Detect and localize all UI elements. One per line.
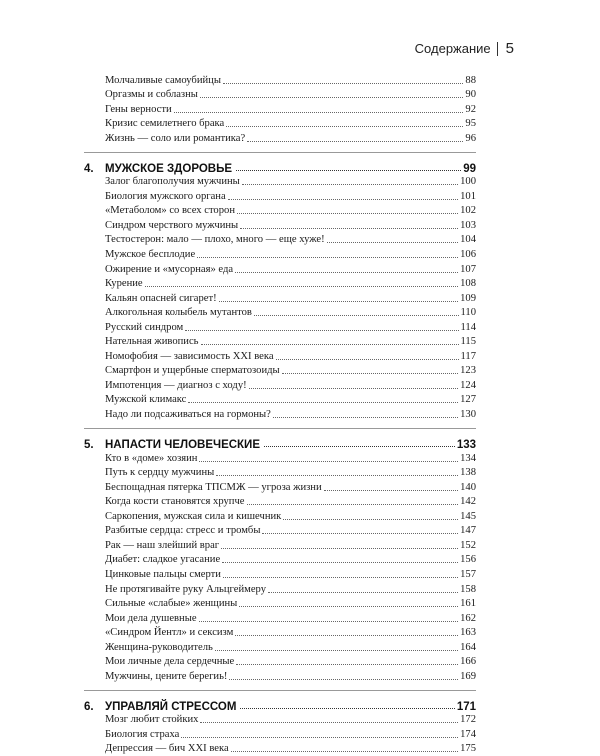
- toc-entry-title: Молчаливые самоубийцы: [105, 74, 221, 86]
- toc-entry: [105, 640, 476, 655]
- toc-entry: [105, 509, 476, 524]
- toc-entry: [105, 407, 476, 422]
- toc-entry-page: 124: [460, 379, 476, 391]
- chapter-heading: [84, 697, 476, 713]
- toc-entry: [105, 291, 476, 306]
- toc-entry-page: 156: [460, 554, 476, 566]
- toc-entry-title: Саркопения, мужская сила и кишечник: [105, 510, 282, 522]
- toc-entry: [105, 553, 476, 568]
- dot-leader: [228, 198, 458, 200]
- dot-leader: [145, 285, 459, 287]
- dot-leader: [247, 140, 463, 142]
- toc-entry-title: Мужское бесплодие: [105, 249, 196, 261]
- dot-leader: [221, 547, 458, 549]
- chapter-page: 99: [463, 162, 476, 175]
- dot-leader: [201, 343, 459, 345]
- table-of-contents: [84, 73, 476, 756]
- toc-entry-page: 161: [460, 598, 476, 610]
- toc-entry-page: 123: [460, 365, 476, 377]
- toc-entry: [105, 655, 476, 670]
- toc-entry: [105, 480, 476, 495]
- running-head-separator: [497, 42, 498, 56]
- toc-entry-title: Диабет: сладкое угасание: [105, 554, 221, 566]
- toc-entry-page: 90: [465, 89, 476, 101]
- toc-entry-page: 114: [460, 321, 476, 333]
- toc-entry-title: Залог благополучия мужчины: [105, 176, 240, 188]
- toc-entry-title: Женщина-руководитель: [105, 641, 213, 653]
- dot-leader: [219, 300, 458, 302]
- dot-leader: [222, 561, 458, 563]
- toc-entry-page: 95: [465, 118, 476, 130]
- toc-entry-page: 127: [460, 394, 476, 406]
- toc-entry-title: Рак — наш злейший враг: [105, 539, 220, 551]
- dot-leader: [240, 227, 458, 229]
- toc-entry: [105, 378, 476, 393]
- toc-entry-page: 100: [460, 176, 476, 188]
- toc-entry: [105, 567, 476, 582]
- dot-leader: [223, 82, 463, 84]
- dot-leader: [226, 125, 463, 127]
- dot-leader: [239, 605, 458, 607]
- toc-entry: [105, 73, 476, 88]
- toc-entry-page: 147: [460, 525, 476, 537]
- dot-leader: [229, 678, 458, 680]
- toc-entry-title: Кальян опасней сигарет!: [105, 292, 217, 304]
- toc-entry: [105, 713, 476, 728]
- toc-entry-page: 169: [460, 670, 476, 682]
- toc-entry-page: 117: [460, 350, 476, 362]
- dot-leader: [283, 518, 458, 520]
- toc-entry-title: Не протягивайте руку Альцгеймеру: [105, 583, 266, 595]
- toc-entry-page: 108: [460, 278, 476, 290]
- toc-entry-title: Депрессия — бич XXI века: [105, 743, 229, 755]
- running-head-page-number: 5: [505, 40, 514, 57]
- dot-leader: [236, 169, 461, 171]
- dot-leader: [185, 329, 458, 331]
- toc-entry: [105, 218, 476, 233]
- section-divider: [84, 690, 476, 691]
- chapter-heading: [84, 435, 476, 451]
- toc-entry-page: 130: [460, 409, 476, 421]
- toc-entry: [105, 277, 476, 292]
- toc-entry: [105, 204, 476, 219]
- chapter-number: 6.: [84, 700, 94, 713]
- toc-entry-page: 92: [465, 103, 476, 115]
- toc-entry-title: «Синдром Йентл» и сексизм: [105, 627, 234, 639]
- dot-leader: [200, 96, 464, 98]
- dot-leader: [236, 663, 458, 665]
- toc-entry-title: Беспощадная пятерка ТПСМЖ — угроза жизни: [105, 481, 322, 493]
- toc-entry-page: 107: [460, 263, 476, 275]
- dot-leader: [235, 634, 458, 636]
- toc-entry-title: Оргазмы и соблазны: [105, 89, 198, 101]
- dot-leader: [181, 736, 458, 738]
- toc-entry-page: 162: [460, 612, 476, 624]
- toc-entry-page: 109: [460, 292, 476, 304]
- section-divider: [84, 428, 476, 429]
- running-head: [415, 40, 514, 57]
- toc-entry-title: «Метаболом» со всех сторон: [105, 205, 235, 217]
- toc-entry-page: 88: [465, 74, 476, 86]
- toc-entry-title: Разбитые сердца: стресс и тромбы: [105, 525, 261, 537]
- toc-entry: [105, 189, 476, 204]
- dot-leader: [249, 387, 458, 389]
- dot-leader: [188, 401, 458, 403]
- toc-entry: [105, 247, 476, 262]
- dot-leader: [197, 256, 458, 258]
- dot-leader: [264, 445, 455, 447]
- toc-entry-title: Гены верности: [105, 103, 172, 115]
- toc-entry-title: Когда кости становятся хрупче: [105, 496, 245, 508]
- toc-entry-page: 115: [460, 336, 476, 348]
- dot-leader: [199, 620, 459, 622]
- toc-entry: [105, 117, 476, 132]
- running-head-title: Содержание: [414, 41, 491, 56]
- toc-entry-title: Нательная живопись: [105, 336, 199, 348]
- toc-entry-title: Номофобия — зависимость XXI века: [105, 350, 274, 362]
- toc-entry-page: 102: [460, 205, 476, 217]
- toc-entry-title: Импотенция — диагноз с ходу!: [105, 379, 247, 391]
- toc-entry: [105, 175, 476, 190]
- toc-entry-title: Тестостерон: мало — плохо, много — еще хуже!: [105, 234, 325, 246]
- toc-entry: [105, 742, 476, 756]
- toc-entry: [105, 626, 476, 641]
- toc-entry: [105, 597, 476, 612]
- toc-entry: [105, 364, 476, 379]
- toc-entry: [105, 451, 476, 466]
- toc-entry-title: Жизнь — соло или романтика?: [105, 132, 246, 144]
- toc-entry-page: 138: [460, 467, 476, 479]
- toc-entry-title: Синдром черствого мужчины: [105, 219, 239, 231]
- toc-entry: [105, 88, 476, 103]
- toc-entry: [105, 727, 476, 742]
- toc-entry-page: 134: [460, 452, 476, 464]
- toc-entry: [105, 393, 476, 408]
- toc-entry-title: Ожирение и «мусорная» еда: [105, 263, 234, 275]
- toc-entry-page: 145: [460, 510, 476, 522]
- chapter-number: 4.: [84, 162, 94, 175]
- toc-entry-page: 166: [460, 656, 476, 668]
- toc-entry-title: Мои дела душевные: [105, 612, 197, 624]
- toc-entry-title: Мужской климакс: [105, 394, 187, 406]
- dot-leader: [282, 372, 458, 374]
- dot-leader: [200, 721, 458, 723]
- dot-leader: [215, 649, 458, 651]
- chapter-title: МУЖСКОЕ ЗДОРОВЬЕ: [105, 162, 233, 175]
- chapter-heading: [84, 159, 476, 175]
- dot-leader: [268, 591, 458, 593]
- toc-entry: [105, 466, 476, 481]
- toc-entry: [105, 233, 476, 248]
- toc-entry-title: Мозг любит стойких: [105, 714, 199, 726]
- dot-leader: [199, 460, 458, 462]
- toc-entry-page: 174: [460, 728, 476, 740]
- toc-entry: [105, 495, 476, 510]
- dot-leader: [174, 111, 464, 113]
- toc-entry-page: 103: [460, 219, 476, 231]
- section-divider: [84, 152, 476, 153]
- toc-entry: [105, 669, 476, 684]
- toc-entry-page: 175: [460, 743, 476, 755]
- toc-entry: [105, 306, 476, 321]
- toc-entry-title: Мои личные дела сердечные: [105, 656, 235, 668]
- toc-entry-page: 152: [460, 539, 476, 551]
- dot-leader: [223, 576, 458, 578]
- toc-entry: [105, 320, 476, 335]
- toc-entry-page: 163: [460, 627, 476, 639]
- chapter-page: 171: [456, 700, 476, 713]
- toc-entry-title: Кто в «доме» хозяин: [105, 452, 198, 464]
- toc-entry-page: 96: [465, 132, 476, 144]
- dot-leader: [276, 358, 459, 360]
- toc-entry-page: 157: [460, 568, 476, 580]
- toc-entry-title: Курение: [105, 278, 143, 290]
- toc-entry: [105, 102, 476, 117]
- toc-entry-page: 164: [460, 641, 476, 653]
- toc-entry-page: 142: [460, 496, 476, 508]
- dot-leader: [216, 474, 458, 476]
- toc-entry-title: Цинковые пальцы смерти: [105, 568, 221, 580]
- dot-leader: [237, 212, 458, 214]
- toc-entry: [105, 131, 476, 146]
- toc-entry: [105, 538, 476, 553]
- toc-entry-page: 158: [460, 583, 476, 595]
- toc-entry: [105, 611, 476, 626]
- dot-leader: [327, 241, 458, 243]
- toc-entry-page: 101: [460, 190, 476, 202]
- dot-leader: [235, 271, 458, 273]
- toc-entry-title: Мужчины, цените берегиь!: [105, 670, 228, 682]
- dot-leader: [247, 503, 459, 505]
- chapter-title: НАПАСТИ ЧЕЛОВЕЧЕСКИЕ: [105, 439, 260, 452]
- chapter-title: УПРАВЛЯЙ СТРЕССОМ: [105, 700, 237, 713]
- toc-entry: [105, 582, 476, 597]
- toc-entry-title: Путь к сердцу мужчины: [105, 467, 215, 479]
- dot-leader: [254, 314, 459, 316]
- chapter-number: 5.: [84, 439, 94, 452]
- dot-leader: [242, 183, 458, 185]
- toc-entry-title: Биология страха: [105, 728, 180, 740]
- toc-entry-title: Надо ли подсаживаться на гормоны?: [105, 409, 271, 421]
- toc-entry: [105, 349, 476, 364]
- dot-leader: [231, 750, 458, 752]
- toc-entry-title: Смартфон и ущербные сперматозоиды: [105, 365, 280, 377]
- toc-entry: [105, 524, 476, 539]
- toc-entry: [105, 335, 476, 350]
- toc-entry-title: Алкогольная колыбель мутантов: [105, 307, 252, 319]
- toc-entry-page: 110: [460, 307, 476, 319]
- toc-entry-title: Кризис семилетнего брака: [105, 118, 225, 130]
- toc-entry-page: 140: [460, 481, 476, 493]
- toc-entry-title: Русский синдром: [105, 321, 184, 333]
- dot-leader: [324, 489, 458, 491]
- toc-entry-page: 172: [460, 714, 476, 726]
- toc-entry-title: Биология мужского органа: [105, 190, 226, 202]
- toc-entry-title: Сильные «слабые» женщины: [105, 598, 238, 610]
- dot-leader: [240, 707, 454, 709]
- toc-entry: [105, 262, 476, 277]
- dot-leader: [262, 532, 458, 534]
- dot-leader: [273, 416, 458, 418]
- chapter-page: 133: [456, 439, 476, 452]
- toc-entry-page: 106: [460, 249, 476, 261]
- toc-entry-page: 104: [460, 234, 476, 246]
